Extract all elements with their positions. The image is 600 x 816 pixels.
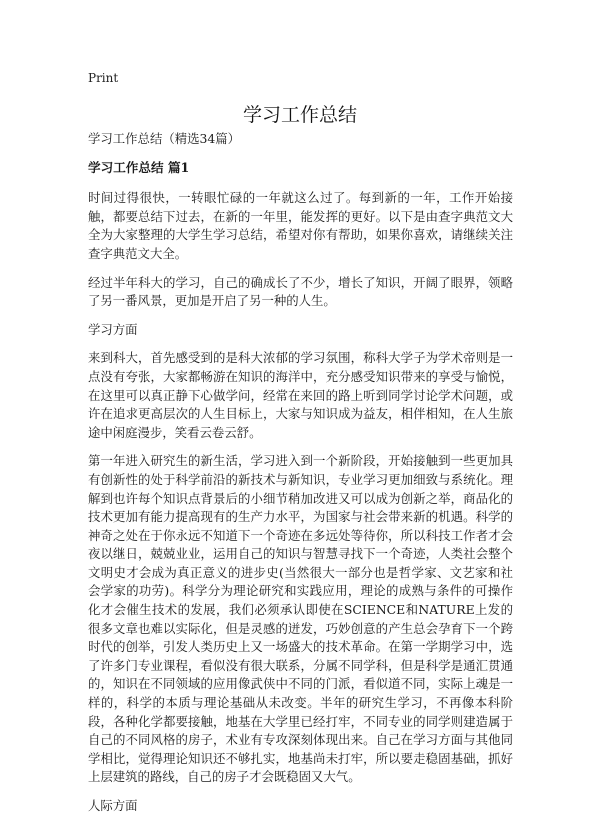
paragraph-growth: 经过半年科大的学习，自己的确成长了不少，增长了知识，开阔了眼界，领略了另一番风景，更加是开启了另一种的人生。 bbox=[88, 274, 513, 309]
document-subtitle: 学习工作总结（精选34篇） bbox=[88, 131, 241, 146]
paragraph-study-research: 第一年进入研究生的新生活，学习进入到一个新阶段，开始接触到一些更加具有创新性的处于科学前沿的新技术与新知识，专业学习更加细致与系统化。理解到也许每个知识点背景后的小细节稍加改进又可以成为创新之举，商品化的技术更加有能力提高现有的生产力水平，为国家与社会带来新的机遇。科学的神奇之处在于你永远不知道下一个奇迹在多远处等待你，所以科技工作者才会夜以继日，兢兢业业，运用自己的知识与智慧寻找下一个奇迹，人类社会整个文明史才会成为真正意义的进步史(当然很大一部分也是哲学家、文艺家和社会学家的功劳)。科学分为理论研究和实践应用，理论的成熟与条件的可操作化才会催生技术的发展，我们必须承认即使在SCIENCE和NATURE上发的很多文章也难以实际化，但是灵感的迸发，巧妙创意的产生总会孕育下一个跨时代的创举，引发人类历史上又一场盛大的技术革命。在第一学期学习中，选了许多门专业课程，看似没有很大联系，分属不同学科，但是科学是通汇贯通的，知识在不同领域的应用像武侠中不同的门派，看似道不同，实际上魂是一样的，科学的本质与理论基础从未改变。半年的研究生学习，不再像本科阶段，各种化学都要接触，地基在大学里已经打牢，不同专业的同学则建造属于自己的不同风格的房子，术业有专攻深刻体现出来。自己在学习方面与其他同学相比，觉得理论知识还不够扎实，地基尚未打牢，所以要走稳固基础，抓好上层建筑的路线，自己的房子才会既稳固又大气。 bbox=[88, 453, 513, 785]
paragraph-study-atmosphere: 来到科大，首先感受到的是科大浓郁的学习氛围，称科大学子为学术帝则是一点没有夸张，大家都畅游在知识的海洋中，充分感受知识带来的享受与愉悦，在这里可以真正静下心做学问，经常在来回的路上听到同学讨论学术问题，或许在追求更高层次的人生目标上，大家与知识成为益友，相伴相知，在人生旅途中闲庭漫步，笑看云卷云舒。 bbox=[88, 350, 513, 440]
paragraph-intro: 时间过得很快，一转眼忙碌的一年就这么过了。每到新的一年，工作开始接触，都要总结下过去，在新的一年里，能发挥的更好。以下是由查字典范文大全为大家整理的大学生学习总结，希望对你有帮助，如果你喜欢，请继续关注查字典范文大全。 bbox=[88, 190, 513, 261]
document-title: 学习工作总结 bbox=[242, 104, 357, 126]
document-body bbox=[88, 128, 513, 816]
subheading-study: 学习方面 bbox=[88, 321, 138, 337]
subheading-social: 人际方面 bbox=[88, 798, 138, 813]
section-heading: 学习工作总结 篇1 bbox=[88, 159, 190, 175]
print-link[interactable]: Print bbox=[88, 71, 119, 85]
